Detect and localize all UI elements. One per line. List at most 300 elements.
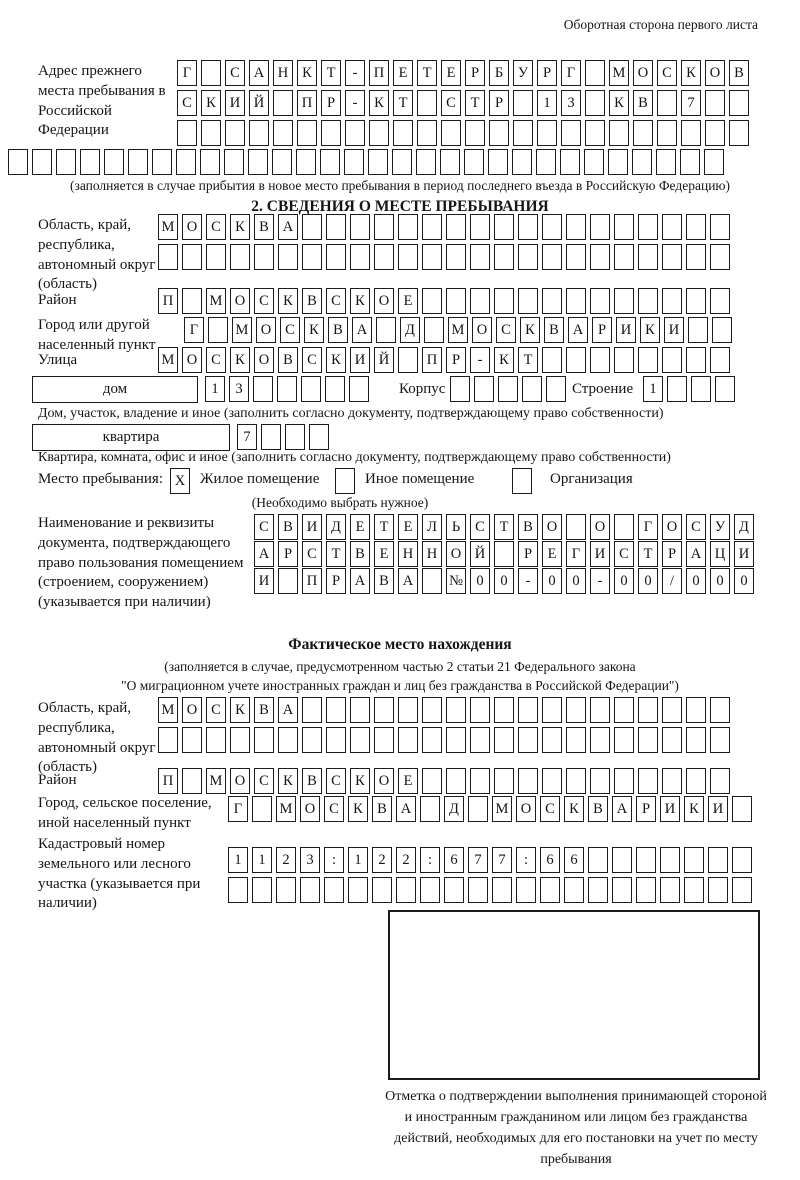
char-cell: О (230, 768, 250, 794)
char-cell (446, 727, 466, 753)
char-cell: Б (489, 60, 509, 86)
char-cell: И (708, 796, 728, 822)
region-row-1 (158, 214, 730, 240)
stay-option-other-checkbox (335, 468, 355, 494)
char-cell: Т (638, 541, 658, 567)
char-cell (224, 149, 244, 175)
char-cell (590, 288, 610, 314)
char-cell (182, 768, 202, 794)
char-cell (470, 768, 490, 794)
char-cell: В (278, 514, 298, 540)
char-cell: Е (398, 288, 418, 314)
char-cell (416, 149, 436, 175)
char-cell (422, 214, 442, 240)
char-cell (518, 288, 538, 314)
char-cell (494, 541, 514, 567)
char-cell (252, 796, 272, 822)
char-cell (176, 149, 196, 175)
char-cell: : (420, 847, 440, 873)
char-cell: 0 (566, 568, 586, 594)
char-cell (590, 727, 610, 753)
char-cell (158, 244, 178, 270)
char-cell: Т (321, 60, 341, 86)
char-cell (422, 768, 442, 794)
char-cell (542, 214, 562, 240)
char-cell: О (516, 796, 536, 822)
char-cell (516, 877, 536, 903)
char-cell (396, 877, 416, 903)
char-cell (128, 149, 148, 175)
char-cell: К (230, 347, 250, 373)
stay-type-label: Место пребывания: (38, 471, 163, 487)
char-cell: О (256, 317, 276, 343)
char-cell (374, 697, 394, 723)
char-cell (278, 244, 298, 270)
char-cell: Т (417, 60, 437, 86)
char-cell (422, 727, 442, 753)
region-row-2 (158, 244, 730, 270)
char-cell (326, 244, 346, 270)
char-cell (729, 90, 749, 116)
cadastral-label: Кадастровый номер земельного или лесного участка (указывается при наличии) (38, 836, 201, 912)
char-cell: - (345, 90, 365, 116)
char-cell (200, 149, 220, 175)
char-cell: 2 (372, 847, 392, 873)
char-cell (686, 288, 706, 314)
char-cell (512, 149, 532, 175)
char-cell (326, 697, 346, 723)
char-cell (368, 149, 388, 175)
char-cell: С (206, 347, 226, 373)
char-cell (273, 120, 293, 146)
char-cell (302, 727, 322, 753)
char-cell (470, 244, 490, 270)
char-cell (498, 376, 518, 402)
char-cell: К (681, 60, 701, 86)
char-cell: Р (278, 541, 298, 567)
char-cell (348, 877, 368, 903)
char-cell (300, 877, 320, 903)
char-cell: - (518, 568, 538, 594)
page-header-note: Оборотная сторона первого листа (563, 17, 758, 32)
korpus-label: Корпус (399, 381, 446, 397)
char-cell (681, 120, 701, 146)
char-cell: Е (350, 514, 370, 540)
char-cell: В (374, 568, 394, 594)
char-cell: 1 (537, 90, 557, 116)
char-cell (566, 514, 586, 540)
char-cell (513, 90, 533, 116)
char-cell (566, 347, 586, 373)
char-cell: 1 (252, 847, 272, 873)
prev-address-note: (заполняется в случае прибытия в новое место пребывания в период последнего въезда в Российскую Федерацию) (69, 178, 731, 193)
apartment-note: Квартира, комната, офис и иное (заполнить согласно документу, подтверждающему право собственности) (38, 450, 671, 465)
stay-option-other-label: Иное помещение (365, 471, 475, 487)
char-cell (657, 120, 677, 146)
char-cell (494, 288, 514, 314)
char-cell: Ь (446, 514, 466, 540)
char-cell (398, 697, 418, 723)
char-cell (32, 149, 52, 175)
char-cell: О (300, 796, 320, 822)
char-cell: 0 (734, 568, 754, 594)
char-cell (588, 847, 608, 873)
char-cell (518, 214, 538, 240)
char-cell (206, 244, 226, 270)
char-cell: Г (638, 514, 658, 540)
char-cell (372, 877, 392, 903)
char-cell (566, 768, 586, 794)
char-cell (710, 214, 730, 240)
char-cell: Е (398, 514, 418, 540)
cadastral-row-2 (228, 877, 752, 903)
char-cell (261, 424, 281, 450)
char-cell (612, 877, 632, 903)
char-cell: С (206, 697, 226, 723)
char-cell: - (470, 347, 490, 373)
char-cell (228, 877, 248, 903)
char-cell (80, 149, 100, 175)
char-cell: Д (400, 317, 420, 343)
char-cell: П (158, 768, 178, 794)
char-cell (684, 847, 704, 873)
char-cell (662, 697, 682, 723)
char-cell (301, 376, 321, 402)
char-cell: 3 (300, 847, 320, 873)
char-cell (710, 697, 730, 723)
char-cell: Е (393, 60, 413, 86)
char-cell (638, 347, 658, 373)
char-cell: 7 (237, 424, 257, 450)
char-cell: 7 (492, 847, 512, 873)
char-cell (206, 727, 226, 753)
korpus-cells (450, 376, 566, 402)
city-row (184, 317, 732, 343)
stay-option-organization-label: Организация (550, 471, 633, 487)
char-cell (420, 796, 440, 822)
char-cell (470, 697, 490, 723)
char-cell (253, 376, 273, 402)
char-cell (488, 149, 508, 175)
char-cell: Е (374, 541, 394, 567)
char-cell (732, 796, 752, 822)
char-cell: А (278, 214, 298, 240)
char-cell: У (513, 60, 533, 86)
char-cell: В (350, 541, 370, 567)
char-cell: А (249, 60, 269, 86)
char-cell (686, 214, 706, 240)
confirmation-stamp-box (388, 910, 760, 1080)
char-cell (660, 877, 680, 903)
char-cell (732, 877, 752, 903)
char-cell: П (369, 60, 389, 86)
actual-city-row (228, 796, 752, 822)
char-cell: К (278, 768, 298, 794)
char-cell: С (441, 90, 461, 116)
char-cell: Р (592, 317, 612, 343)
char-cell: Р (518, 541, 538, 567)
char-cell (374, 727, 394, 753)
char-cell (708, 847, 728, 873)
char-cell: М (609, 60, 629, 86)
char-cell: С (302, 347, 322, 373)
char-cell: 3 (229, 376, 249, 402)
char-cell (638, 768, 658, 794)
char-cell (686, 244, 706, 270)
char-cell (566, 697, 586, 723)
char-cell: 0 (710, 568, 730, 594)
char-cell: С (225, 60, 245, 86)
char-cell: Д (734, 514, 754, 540)
street-row (158, 347, 730, 373)
char-cell: 0 (494, 568, 514, 594)
char-cell (686, 347, 706, 373)
char-cell: И (616, 317, 636, 343)
char-cell: 0 (686, 568, 706, 594)
char-cell (398, 214, 418, 240)
char-cell (614, 347, 634, 373)
char-cell: О (590, 514, 610, 540)
char-cell (446, 214, 466, 240)
char-cell (638, 697, 658, 723)
char-cell: А (612, 796, 632, 822)
char-cell (494, 768, 514, 794)
char-cell: 0 (638, 568, 658, 594)
char-cell (374, 244, 394, 270)
stroenie-cells (643, 376, 735, 402)
char-cell: 2 (396, 847, 416, 873)
char-cell (662, 347, 682, 373)
char-cell (369, 120, 389, 146)
actual-location-title: Фактическое место нахождения (288, 636, 512, 653)
char-cell (474, 376, 494, 402)
char-cell: В (372, 796, 392, 822)
char-cell: К (350, 768, 370, 794)
char-cell (656, 149, 676, 175)
char-cell (590, 347, 610, 373)
char-cell: С (496, 317, 516, 343)
char-cell (614, 214, 634, 240)
cadastral-row-1 (228, 847, 752, 873)
char-cell: К (494, 347, 514, 373)
house-box (32, 376, 198, 403)
char-cell: К (640, 317, 660, 343)
char-cell: К (609, 90, 629, 116)
actual-district-label: Район (38, 772, 77, 788)
char-cell: О (662, 514, 682, 540)
char-cell: Д (444, 796, 464, 822)
char-cell (158, 727, 178, 753)
char-cell: С (326, 768, 346, 794)
char-cell: Р (465, 60, 485, 86)
char-cell (398, 244, 418, 270)
actual-region-row-2 (158, 727, 730, 753)
char-cell: О (182, 214, 202, 240)
char-cell: О (542, 514, 562, 540)
char-cell: - (590, 568, 610, 594)
char-cell (705, 120, 725, 146)
char-cell (350, 214, 370, 240)
char-cell: 6 (444, 847, 464, 873)
char-cell: И (302, 514, 322, 540)
apartment-box-label: квартира (102, 429, 160, 445)
prev-address-row-3 (177, 120, 749, 146)
char-cell (230, 727, 250, 753)
char-cell: 0 (542, 568, 562, 594)
char-cell: : (324, 847, 344, 873)
char-cell (662, 288, 682, 314)
char-cell (254, 244, 274, 270)
char-cell: : (516, 847, 536, 873)
char-cell (494, 244, 514, 270)
char-cell (465, 120, 485, 146)
apartment-number-cells (237, 424, 329, 450)
char-cell (608, 149, 628, 175)
char-cell (104, 149, 124, 175)
region-label: Область, край, республика, автономный округ (область) (38, 217, 156, 293)
char-cell: М (232, 317, 252, 343)
char-cell: 6 (540, 847, 560, 873)
char-cell (614, 768, 634, 794)
char-cell: А (398, 568, 418, 594)
char-cell: О (374, 768, 394, 794)
document-label: Наименование и реквизиты документа, подтверждающего право пользования помещением (строением, сооружением) (указывается при наличии) (38, 515, 244, 611)
char-cell: 1 (643, 376, 663, 402)
char-cell: М (158, 697, 178, 723)
char-cell (662, 244, 682, 270)
char-cell: С (540, 796, 560, 822)
char-cell (662, 727, 682, 753)
char-cell: К (278, 288, 298, 314)
char-cell: Н (422, 541, 442, 567)
char-cell (585, 120, 605, 146)
char-cell (470, 727, 490, 753)
char-cell (470, 214, 490, 240)
char-cell: И (664, 317, 684, 343)
char-cell: А (350, 568, 370, 594)
char-cell: К (326, 347, 346, 373)
char-cell: Р (662, 541, 682, 567)
char-cell: О (182, 697, 202, 723)
char-cell (444, 877, 464, 903)
char-cell: Д (326, 514, 346, 540)
char-cell (518, 244, 538, 270)
char-cell (208, 317, 228, 343)
char-cell (321, 120, 341, 146)
char-cell: М (158, 347, 178, 373)
char-cell (254, 727, 274, 753)
char-cell (393, 120, 413, 146)
char-cell (732, 847, 752, 873)
char-cell (660, 847, 680, 873)
char-cell (398, 347, 418, 373)
char-cell (638, 244, 658, 270)
char-cell: Е (542, 541, 562, 567)
char-cell: О (446, 541, 466, 567)
char-cell: - (345, 60, 365, 86)
stay-option-organization-checkbox (512, 468, 532, 494)
char-cell (177, 120, 197, 146)
char-cell (704, 149, 724, 175)
char-cell (540, 877, 560, 903)
char-cell: М (448, 317, 468, 343)
char-cell: С (302, 541, 322, 567)
char-cell: И (660, 796, 680, 822)
char-cell (542, 727, 562, 753)
char-cell (715, 376, 735, 402)
char-cell: Н (273, 60, 293, 86)
char-cell: А (352, 317, 372, 343)
char-cell (277, 376, 297, 402)
char-cell (614, 244, 634, 270)
actual-region-label: Область, край, республика, автономный округ (область) (38, 700, 156, 776)
char-cell (446, 768, 466, 794)
char-cell (320, 149, 340, 175)
char-cell (422, 697, 442, 723)
char-cell (422, 244, 442, 270)
char-cell (614, 288, 634, 314)
char-cell: В (518, 514, 538, 540)
char-cell (494, 697, 514, 723)
char-cell (350, 697, 370, 723)
char-cell: 1 (228, 847, 248, 873)
char-cell (344, 149, 364, 175)
char-cell: Р (446, 347, 466, 373)
char-cell (350, 244, 370, 270)
char-cell (398, 727, 418, 753)
char-cell (278, 727, 298, 753)
char-cell (542, 288, 562, 314)
char-cell (633, 120, 653, 146)
char-cell (564, 877, 584, 903)
district-label: Район (38, 292, 77, 308)
stroenie-label: Строение (572, 381, 634, 397)
char-cell: С (657, 60, 677, 86)
char-cell (324, 877, 344, 903)
confirmation-stamp-caption: Отметка о подтверждении выполнения принимающей стороной и иностранным гражданином или лицом без гражданства действий, необходимых для его постановки на учет по месту пребывания (385, 1089, 767, 1167)
char-cell: С (254, 288, 274, 314)
char-cell: М (158, 214, 178, 240)
prev-address-row-4 (8, 149, 724, 175)
char-cell (152, 149, 172, 175)
char-cell: Г (561, 60, 581, 86)
char-cell (614, 697, 634, 723)
actual-location-note-2: "О миграционном учете иностранных граждан и лиц без гражданства в Российской Федерации") (121, 678, 679, 693)
char-cell (561, 120, 581, 146)
char-cell (446, 288, 466, 314)
char-cell (440, 149, 460, 175)
char-cell (686, 727, 706, 753)
char-cell (335, 468, 355, 494)
char-cell (302, 697, 322, 723)
char-cell (638, 727, 658, 753)
char-cell (522, 376, 542, 402)
char-cell (420, 877, 440, 903)
char-cell (182, 727, 202, 753)
char-cell: Т (518, 347, 538, 373)
char-cell (296, 149, 316, 175)
char-cell (542, 347, 562, 373)
prev-address-row-1 (177, 60, 749, 86)
char-cell (710, 347, 730, 373)
char-cell (566, 244, 586, 270)
char-cell (512, 468, 532, 494)
char-cell: Р (636, 796, 656, 822)
char-cell: Т (374, 514, 394, 540)
document-row-2 (254, 541, 754, 567)
char-cell (468, 877, 488, 903)
char-cell (686, 768, 706, 794)
